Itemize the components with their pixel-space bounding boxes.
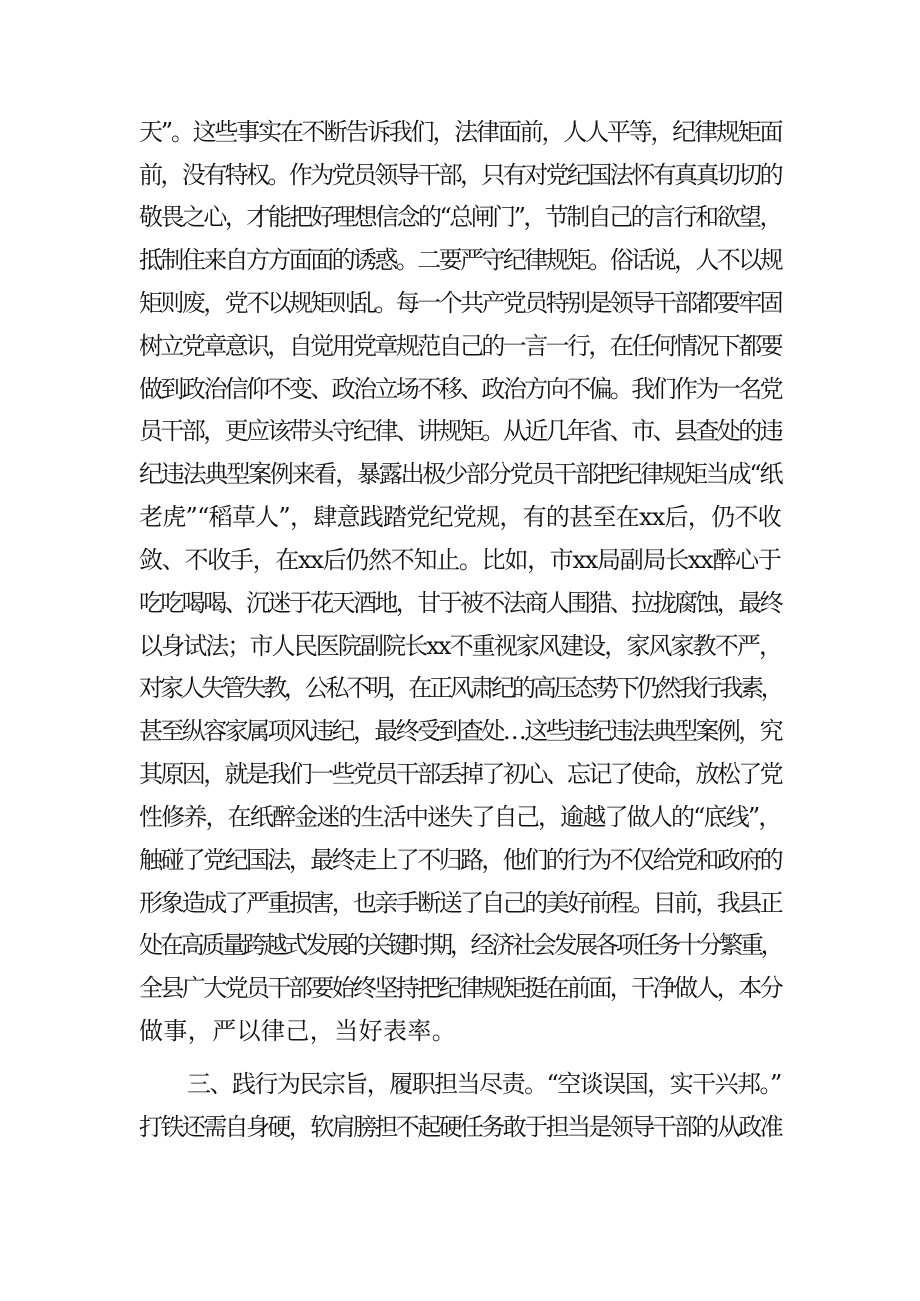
text-line: 甚至纵容家属项风违纪，最终受到查处…这些违纪违法典型案例，究 bbox=[139, 717, 781, 745]
text-line: 以身试法；市人民医院副院长xx不重视家风建设，家风家教不严， bbox=[139, 632, 782, 660]
text-line: 打铁还需自身硬，软肩膀担不起硬任务敢于担当是领导干部的从政准 bbox=[139, 1113, 781, 1141]
text-line: 老虎”“稻草人”，肆意践踏党纪党规，有的甚至在xx后，仍不收 bbox=[139, 503, 781, 531]
text-line: 对家人失管失教，公私不明，在正风肃纪的高压态势下仍然我行我素， bbox=[139, 674, 782, 702]
text-line: 抵制住来自方方面面的诱惑。二要严守纪律规矩。俗话说，人不以规 bbox=[139, 246, 781, 274]
text-line: 前，没有特权。作为党员领导干部，只有对党纪国法怀有真真切切的 bbox=[139, 161, 781, 189]
text-line: 性修养，在纸醉金迷的生活中迷失了自己，逾越了做人的“底线”， bbox=[139, 803, 781, 831]
text-line: 矩则废，党不以规矩则乱。每一个共产党员特别是领导干部都要牢固 bbox=[139, 289, 781, 317]
text-line: 形象造成了严重损害，也亲手断送了自己的美好前程。目前，我县正 bbox=[139, 889, 781, 917]
text-line: 处在高质量跨越式发展的关键时期，经济社会发展各项任务十分繁重， bbox=[139, 931, 782, 959]
text-line: 其原因，就是我们一些党员干部丢掉了初心、忘记了使命，放松了党 bbox=[139, 760, 781, 788]
text-line: 敬畏之心，才能把好理想信念的“总闸门”，节制自己的言行和欲望， bbox=[139, 203, 781, 231]
section-heading: 三、践行为民宗旨，履职担当尽责。“空谈误国，实干兴邦。” bbox=[187, 1070, 781, 1098]
text-line: 纪违法典型案例来看，暴露出极少部分党员干部把纪律规矩当成“纸 bbox=[139, 460, 782, 488]
text-line: 天”。这些事实在不断告诉我们，法律面前，人人平等，纪律规矩面 bbox=[139, 118, 782, 146]
text-line: 触碰了党纪国法，最终走上了不归路，他们的行为不仅给党和政府的 bbox=[139, 846, 781, 874]
text-line: 做事，严以律己，当好表率。 bbox=[139, 1017, 457, 1045]
text-line: 敛、不收手，在xx后仍然不知止。比如，市xx局副局长xx醉心于 bbox=[139, 546, 781, 574]
text-line: 全县广大党员干部要始终坚持把纪律规矩挺在前面，干净做人，本分 bbox=[139, 974, 781, 1002]
text-line: 树立党章意识，自觉用党章规范自己的一言一行，在任何情况下都要 bbox=[139, 332, 781, 360]
text-line: 员干部，更应该带头守纪律、讲规矩。从近几年省、市、县查处的违 bbox=[139, 417, 781, 445]
text-line: 吃吃喝喝、沉迷于花天酒地，甘于被不法商人围猎、拉拢腐蚀，最终 bbox=[139, 589, 781, 617]
text-line: 做到政治信仰不变、政治立场不移、政治方向不偏。我们作为一名党 bbox=[139, 375, 781, 403]
